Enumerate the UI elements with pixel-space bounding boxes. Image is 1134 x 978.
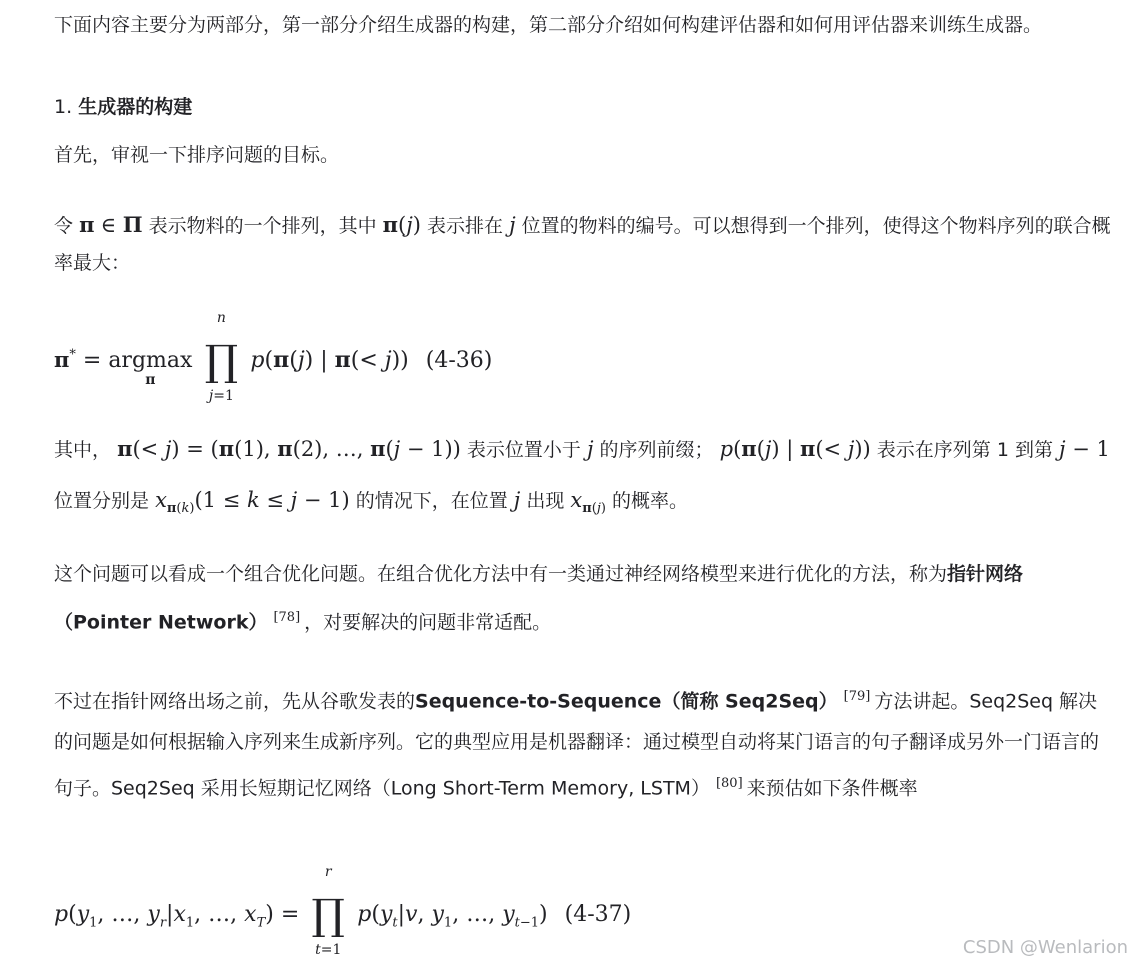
text-segment: 表示位置小于	[466, 439, 581, 461]
math-x-pi-k: $x_{\pi(k)}(1 \le k \le j - 1)$	[155, 488, 350, 517]
text-segment: 的序列前缀；	[599, 439, 714, 461]
citation-79[interactable]: [79]	[843, 689, 871, 704]
text-segment: ，对要解决的问题非常适配。	[304, 611, 552, 634]
text-segment: 这个问题可以看成一个组合优化问题。在组合优化方法中有一类通过神经网络模型来进行优化的方法，称为	[54, 563, 948, 585]
text-segment: 来预估如下条件概率	[746, 777, 918, 800]
math-j: j	[586, 437, 594, 461]
pointer-network-term: 指针网络（Pointer Network）	[54, 563, 1024, 634]
text-segment: 表示在序列第 1 到第	[876, 439, 1053, 461]
intro-paragraph: 下面内容主要分为两部分，第一部分介绍生成器的构建，第二部分介绍如何构建评估器和如何用评估器来训练生成器。	[54, 14, 1043, 36]
math-cond-prob: p(π(j) | π(< j))	[719, 436, 871, 461]
text-segment: 的概率。	[612, 490, 689, 512]
math-pi-j: π	[382, 212, 399, 237]
product-operator: r ∏ t=1	[311, 864, 345, 958]
citation-78[interactable]: [78]	[273, 610, 301, 625]
text-segment: 表示排在	[427, 215, 504, 237]
argmax-operator: argmax π	[108, 348, 193, 388]
product-operator: n ∏ j=1	[204, 310, 239, 404]
math-prefix: π(< j) = (π(1), π(2), …, π(j − 1))	[117, 436, 461, 461]
text-segment: 不过在指针网络出场之前，先从谷歌发表的	[54, 690, 416, 713]
text-segment: 位置的物料的编号。可以想得到一个排列，使得这个物料序列的联合概率最大：	[54, 215, 1111, 274]
heading-number: 1.	[54, 96, 73, 118]
text-segment: 方法讲起。Seq2Seq 解决的问题是如何根据输入序列来生成新序列。它的典型应用是机器翻译：通过模型自动将某门语言的句子翻译成另外一门语言的句子。Seq2Seq 采用长短期记忆网络（Long Short-Term Memory, LSTM）	[54, 690, 1100, 800]
math-pi: π	[79, 212, 95, 237]
math-j: j	[509, 213, 516, 237]
equation-4-36: π* = argmax π n ∏ j=1 p(π(j) | π(< j)) (4-36)	[54, 310, 493, 404]
watermark: CSDN @Wenlarion	[962, 937, 1128, 958]
paragraph-pointer-network	[54, 552, 1114, 644]
text-segment: 位置分别是	[54, 490, 150, 512]
math-j-minus-1: j − 1	[1059, 437, 1110, 461]
section-heading	[54, 90, 192, 124]
math-x-pi-j: $x_{\pi(j)}$	[570, 488, 606, 517]
paragraph-definition	[54, 424, 1114, 534]
seq2seq-term: Sequence-to-Sequence（简称 Seq2Seq）	[415, 690, 838, 713]
text-segment: 令	[54, 215, 74, 237]
paragraph-permutation: 令 π ∈ Π 表示物料的一个排列，其中 π(j) 表示排在 j 位置的物料的编号。可以想得到一个排列，使得这个物料序列的联合概率最大：	[54, 212, 1111, 274]
math-j: j	[513, 488, 521, 512]
heading-title: 生成器的构建	[78, 96, 193, 118]
paragraph-seq2seq	[54, 676, 1114, 810]
equation-label: (4-37)	[564, 902, 632, 927]
text-segment: 出现	[526, 490, 565, 512]
citation-80[interactable]: [80]	[715, 776, 743, 792]
text-segment: 其中，	[54, 439, 112, 461]
text-segment: 的情况下，在位置	[355, 490, 508, 512]
math-in: ∈ Π	[100, 212, 143, 237]
text-segment: 表示物料的一个排列，其中	[148, 215, 377, 237]
equation-label: (4-36)	[425, 348, 493, 373]
paragraph-goal: 首先，审视一下排序问题的目标。	[54, 144, 340, 166]
equation-4-37: $p(y_1$, …, $y_r|x_1$, …, $x_T$) = r ∏ t=1 $p(y_t|v$, $y_1$, …, $y_{t-1}$) (4-37)	[54, 864, 632, 958]
